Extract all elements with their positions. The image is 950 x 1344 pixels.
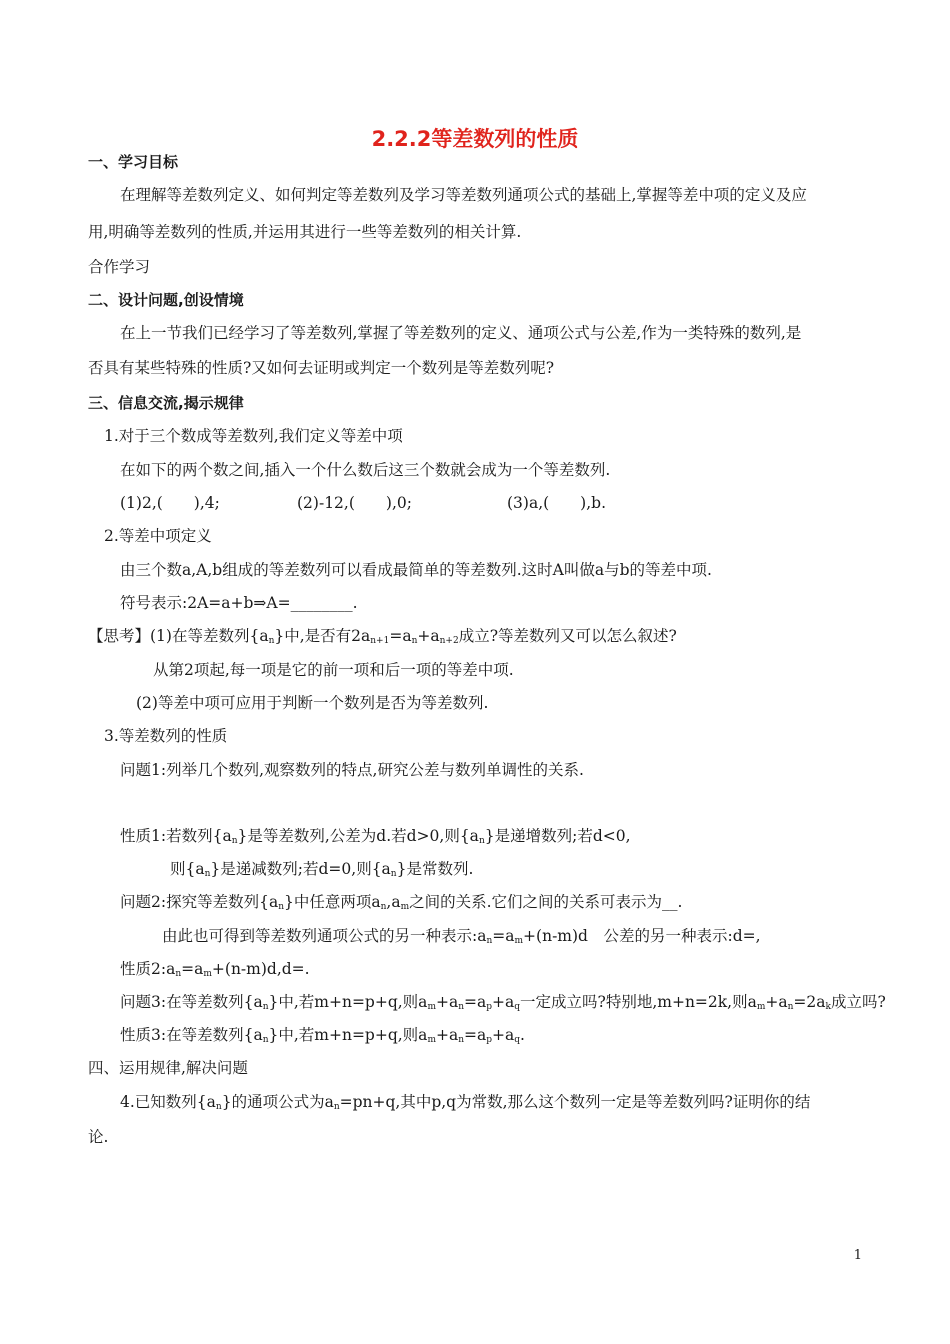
- question-1: 问题1:列举几个数列,观察数列的特点,研究公差与数列单调性的关系.: [120, 761, 584, 779]
- item-2-text: 由三个数a,A,b组成的等差数列可以看成最简单的等差数列.这时A叫做a与b的等差中项.: [120, 561, 712, 579]
- section-4-heading: 四、运用规律,解决问题: [88, 1059, 248, 1077]
- symbol-formula: 符号表示:2A=a+b⇒A=________.: [120, 594, 358, 612]
- problem-4-line-1: 4.已知数列$\{a_n\}$的通项公式为$a_n=pn+q$,其中p,q为常数,那么这个数列一定是等差数列吗?证明你的结: [120, 1093, 811, 1112]
- s1-para-line-1: 在理解等差数列定义、如何判定等差数列及学习等差数列通项公式的基础上,掌握等差中项的定义及应: [120, 186, 807, 204]
- property-1-cont: 则$\{a_n\}$是递减数列;若d=0,则$\{a_n\}$是常数列.: [170, 860, 474, 879]
- think-question-1: 【思考】(1)在等差数列$\{a_n\}$中,是否有$2a_{n+1}=a_n+a_{n+2}$成立?等差数列又可以怎么叙述?: [88, 627, 677, 646]
- item-1-text: 在如下的两个数之间,插入一个什么数后这三个数就会成为一个等差数列.: [120, 461, 611, 479]
- s2-para-line-1: 在上一节我们已经学习了等差数列,掌握了等差数列的定义、通项公式与公差,作为一类特殊的数列,是: [120, 324, 802, 342]
- section-1-heading: 一、学习目标: [88, 153, 179, 171]
- section-3-heading: 三、信息交流,揭示规律: [88, 394, 244, 412]
- question-2: 问题2:探究等差数列$\{a_n\}$中任意两项$a_n,a_m$之间的关系.它们之间的关系可表示为__.: [120, 893, 683, 912]
- example-2: (2)-12,( ),0;: [297, 494, 412, 512]
- item-3: 3.等差数列的性质: [104, 727, 228, 745]
- item-1: 1.对于三个数成等差数列,我们定义等差中项: [104, 427, 403, 445]
- section-2-heading: 二、设计问题,创设情境: [88, 291, 244, 309]
- example-1: (1)2,( ),4;: [120, 494, 220, 512]
- think-answer: 从第2项起,每一项是它的前一项和后一项的等差中项.: [153, 661, 514, 679]
- problem-4-line-2: 论.: [88, 1128, 109, 1146]
- question-2-cont: 由此也可得到等差数列通项公式的另一种表示$:a_n=a_m+(n-m)d$ 公差的另一种表示:d=,: [162, 927, 761, 946]
- item-2: 2.等差中项定义: [104, 527, 212, 545]
- page-number: 1: [853, 1248, 862, 1263]
- think-question-2: (2)等差中项可应用于判断一个数列是否为等差数列.: [136, 694, 489, 712]
- property-1: 性质1:若数列$\{a_n\}$是等差数列,公差为d.若d>0,则$\{a_n\}$是递增数列;若d<0,: [120, 827, 631, 846]
- s1-para-line-2: 用,明确等差数列的性质,并运用其进行一些等差数列的相关计算.: [88, 223, 522, 241]
- page-title: 2.2.2等差数列的性质: [371, 127, 579, 151]
- s2-para-line-2: 否具有某些特殊的性质?又如何去证明或判定一个数列是等差数列呢?: [88, 359, 555, 377]
- question-3: 问题3:在等差数列$\{a_n\}$中,若m+n=p+q,则$a_m+a_n=a_p+a_q$一定成立吗?特别地,m+n=2k,则$a_m+a_n=2a_k$成立吗?: [120, 993, 886, 1012]
- property-3: 性质3:在等差数列$\{a_n\}$中,若m+n=p+q,则$a_m+a_n=a_p+a_q$.: [120, 1026, 525, 1045]
- example-3: (3)a,( ),b.: [507, 494, 606, 512]
- coop-label: 合作学习: [88, 258, 151, 276]
- property-2: 性质$2:a_n=a_m+(n-m)d,d=$.: [120, 960, 310, 979]
